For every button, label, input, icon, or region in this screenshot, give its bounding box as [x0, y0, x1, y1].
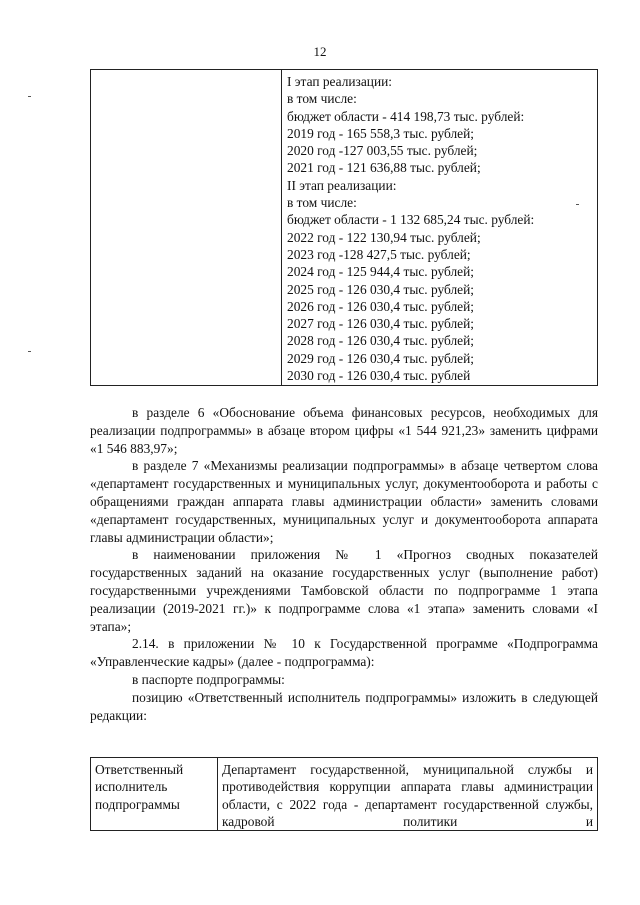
- finance-line: 2027 год - 126 030,4 тыс. рублей;: [287, 316, 474, 332]
- scan-speck: [576, 204, 579, 205]
- finance-table-value-cell: [282, 70, 598, 386]
- finance-line: I этап реализации:: [287, 74, 393, 89]
- finance-line: 2024 год - 125 944,4 тыс. рублей;: [287, 264, 474, 280]
- paragraph-item-2-14: 2.14. в приложении № 10 к Государственной программе «Подпрограмма «Управленческие кадры» (далее - подпрограмма):: [90, 636, 598, 670]
- finance-line: 2019 год - 165 558,3 тыс. рублей;: [287, 125, 474, 141]
- finance-line: бюджет области - 414 198,73 тыс. рублей:: [287, 108, 525, 124]
- paragraph-section-7: в разделе 7 «Механизмы реализации подпрограммы» в абзаце четвертом слова «департамент государственных и муниципальных услуг, документооборота и работы с обращениями граждан аппарата главы администрации области» заменить словами «департамент государственных, муниципальных услуг и документооборота аппарата главы администрации области»;: [90, 458, 598, 545]
- finance-line: бюджет области - 1 132 685,24 тыс. рублей:: [287, 212, 535, 228]
- finance-line: в том числе:: [287, 195, 357, 211]
- finance-line: 2029 год - 126 030,4 тыс. рублей;: [287, 350, 474, 366]
- paragraph-section-6: в разделе 6 «Обоснование объема финансовых ресурсов, необходимых для реализации подпрограммы» в абзаце втором цифры «1 544 921,23» заменить цифрами «1 546 883,97»;: [90, 405, 598, 456]
- finance-line: 2022 год - 122 130,94 тыс. рублей;: [287, 229, 481, 245]
- finance-table: [90, 69, 598, 386]
- paragraph-appendix-1: в наименовании приложения № 1 «Прогноз сводных показателей государственных заданий на оказание государственных услуг (выполнение работ) государственными учреждениями Тамбовской области по подпрограмме 1 этапа реализации (2019-2021 гг.)» к подпрограмме слова «1 этапа» заменить словами «I этапа»;: [90, 547, 598, 634]
- responsible-executor-table: [90, 757, 598, 831]
- finance-line: 2026 год - 126 030,4 тыс. рублей;: [287, 298, 474, 314]
- finance-line: 2023 год -128 427,5 тыс. рублей;: [287, 246, 471, 262]
- amendment-text: [90, 404, 598, 724]
- finance-line: 2030 год - 126 030,4 тыс. рублей: [287, 368, 471, 384]
- responsible-executor-label: Ответственный исполнитель подпрограммы: [91, 758, 218, 831]
- finance-line: 2028 год - 126 030,4 тыс. рублей;: [287, 333, 474, 349]
- page-number: 12: [313, 44, 327, 59]
- finance-line: 2025 год - 126 030,4 тыс. рублей;: [287, 281, 474, 297]
- scan-speck: [28, 96, 31, 97]
- paragraph-position: позицию «Ответственный исполнитель подпрограммы» изложить в следующей редакции:: [90, 689, 598, 723]
- finance-line: в том числе:: [287, 91, 357, 107]
- scan-speck: [28, 351, 31, 352]
- responsible-executor-value: Департамент государственной, муниципальной службы и противодействия коррупции аппарата главы администрации области, с 2022 года - департамент государственной службы, кадровой политики и: [218, 758, 598, 831]
- paragraph-passport: в паспорте подпрограммы:: [132, 671, 285, 687]
- finance-table-label-cell: [91, 70, 282, 386]
- finance-line: 2021 год - 121 636,88 тыс. рублей;: [287, 160, 481, 176]
- finance-line: II этап реализации:: [287, 177, 397, 193]
- finance-line: 2020 год -127 003,55 тыс. рублей;: [287, 143, 478, 159]
